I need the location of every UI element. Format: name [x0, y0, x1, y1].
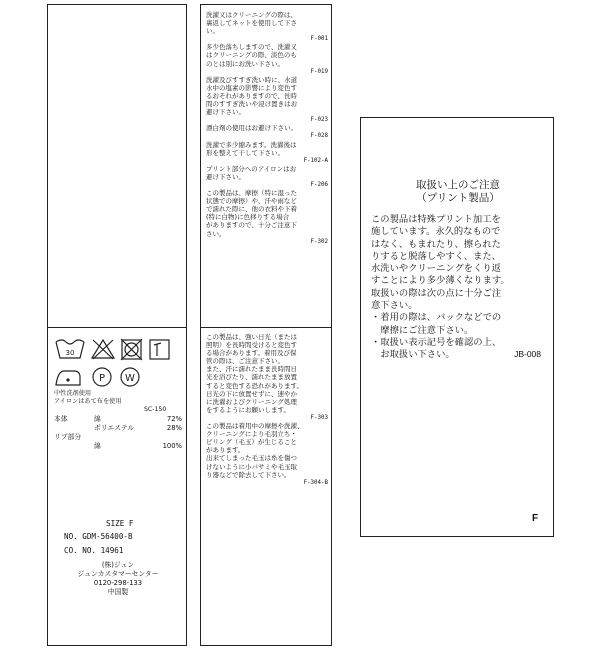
instructions-bottom-section [206, 333, 328, 487]
instruction-block [206, 76, 328, 125]
caution-line: 取扱いの際は次の点に十分ご注 [371, 287, 502, 299]
svg-text:P: P [98, 373, 106, 384]
instruction-line: 出来てしまった毛玉は糸を傷つ [206, 454, 297, 463]
instruction-block [206, 165, 328, 189]
instruction-line: 洗濯又はクリーニングの際は、 [206, 11, 297, 19]
instruction-line: 漂白剤の使用はお避け下さい。 [206, 124, 297, 133]
care-code: SC-150 [144, 406, 167, 413]
country-of-origin: 中国製 [107, 588, 129, 596]
composition-row: 本体 綿 72% [54, 415, 182, 423]
caution-line: 意下さい。 [371, 300, 418, 312]
instruction-line: クリーニングにより毛羽立ち・ [206, 430, 297, 439]
instruction-line: この製品は、摩擦（特に湿った [206, 189, 297, 198]
no-bleach-icon [92, 340, 114, 359]
instruction-code: F-019 [310, 68, 328, 75]
instruction-code: F-303 [310, 414, 328, 421]
caution-line: はなく、もまれたり、擦られた [371, 238, 501, 250]
dry-clean-p-icon [93, 368, 111, 386]
care-symbols-row-1 [54, 336, 182, 366]
caution-line: お取扱い下さい。 [371, 349, 455, 361]
wet-clean-w-icon [121, 368, 139, 386]
label-divider [48, 327, 186, 328]
instruction-block [206, 124, 328, 140]
care-note-detergent: 中性洗剤使用 [54, 390, 92, 397]
composition-row: リブ部分 [54, 433, 82, 441]
phone-number: 0120-298-133 [93, 579, 143, 587]
instruction-line: 日光の下に放置せずに、速やか [206, 389, 297, 398]
instruction-line: るおそれがありますので、長時 [206, 91, 297, 100]
instruction-block [206, 422, 328, 487]
instruction-line: 洗濯で多少縮みます。洗濯後は [206, 140, 297, 149]
caution-line: 摩擦にご注意下さい。 [371, 324, 474, 336]
instruction-block [206, 333, 328, 422]
instruction-line: この製品は、強い日光（または [206, 333, 297, 341]
instruction-code: F-102-A [303, 157, 328, 164]
caution-body [371, 214, 547, 362]
instruction-line: をするようにお願いします。 [206, 405, 290, 414]
caution-title: 取扱い上のご注意 [416, 179, 500, 191]
instruction-code: F-302 [310, 238, 328, 245]
instruction-line: がありますので、十分ご注意下 [206, 221, 297, 230]
instruction-line: 水中の塩素の影響により変色す [206, 83, 297, 92]
instruction-line: けないように小バサミや毛玉取 [206, 462, 297, 471]
instruction-block [206, 11, 328, 43]
caution-line: この製品は特殊プリント加工を [371, 214, 501, 225]
instruction-line: があります。 [206, 446, 245, 455]
care-label-composition [47, 4, 187, 646]
instruction-line: 状態での摩擦）や、汗や雨など [206, 197, 297, 206]
instruction-code: F-304-B [303, 479, 328, 486]
label-divider [201, 327, 331, 328]
iron-low-icon [56, 371, 80, 385]
instruction-line: 洗濯及びすすぎ洗い時に、水道 [206, 75, 298, 84]
instruction-line: プリント部分へのアイロンはお [206, 164, 297, 173]
composition-row: ポリエステル 28% [94, 424, 182, 432]
instruction-block [206, 43, 328, 75]
line-dry-icon [150, 340, 169, 359]
instruction-code: F-206 [310, 181, 328, 188]
care-note-iron: アイロンはあて布を使用 [54, 398, 122, 405]
svg-text:W: W [125, 373, 135, 384]
instruction-line: 間のすすぎ洗いや浸け置きはお [206, 100, 298, 109]
caution-line: ・取扱い表示記号を確認の上、 [371, 336, 502, 348]
caution-code: JB-008 [514, 349, 541, 359]
instruction-line: る場合があります。着用及び保 [206, 349, 297, 358]
caution-subtitle: （プリント製品） [416, 192, 500, 204]
instruction-line: 形を整えて干して下さい。 [206, 148, 284, 157]
product-number: NO. GDM-56400-B [64, 532, 133, 541]
instruction-line: い。 [206, 27, 219, 36]
composition-row: 綿 100% [94, 442, 182, 450]
instructions-top-section [206, 11, 328, 246]
size-mark: F [532, 513, 539, 524]
caution-line: りすると脱落しやすく、また、 [371, 250, 501, 262]
instruction-block [206, 189, 328, 246]
care-symbols-row-2 [54, 365, 182, 391]
instruction-code: F-028 [310, 133, 328, 140]
instruction-line: また、汗に濡れたまま長時間日 [206, 365, 297, 374]
instruction-line: 避け下さい。 [206, 108, 245, 117]
customer-center: ジュンカスタマーセンター [77, 570, 159, 578]
color-number: CO. NO. 14961 [64, 546, 124, 555]
instruction-line: 光を浴びたり、濡れたまま放置 [206, 373, 297, 382]
instruction-line: り器などで除去して下さい。 [206, 470, 291, 479]
caution-line: ・着用の際は、バックなどでの [371, 312, 502, 324]
instruction-line: さい。 [206, 229, 226, 238]
instruction-line: 管の際は、ご注意下さい。 [206, 357, 284, 366]
print-caution-label [360, 117, 554, 537]
wash-30-icon [56, 340, 84, 358]
instruction-line: この製品は着用中の摩擦や洗濯、 [206, 422, 304, 431]
instruction-line: 避け下さい。 [206, 172, 245, 181]
instruction-block [206, 141, 328, 165]
size-text: SIZE F [106, 519, 134, 528]
instruction-line: 照明）を長時間受けると変色す [206, 341, 297, 350]
maker-name: (株)ジュン [101, 561, 135, 569]
instruction-code: F-023 [310, 117, 328, 124]
caution-line: すことにより多少薄くなります。 [371, 275, 510, 287]
instruction-line: 裏返してネットを使用して下さ [206, 19, 297, 28]
instruction-line: はクリーニングの際、淡色のも [206, 51, 297, 60]
instruction-line: のとは別にお洗い下さい。 [206, 59, 284, 68]
caution-line: 施しています。永久的なもので [371, 226, 501, 238]
instruction-line: (特に白物)に色移りする場合 [206, 213, 290, 222]
care-label-instructions [200, 4, 332, 646]
instruction-line: ピリング（毛玉）が生じること [206, 438, 297, 447]
svg-text:30: 30 [65, 349, 75, 357]
instruction-line: に洗濯およびクリーニング処理 [206, 397, 297, 406]
instruction-line: 多少色落ちしますので、洗濯又 [206, 43, 297, 52]
caution-line: 水洗いやクリーニングをくり返 [371, 263, 501, 275]
instruction-line: で濡れた際に、他の衣料や下着 [206, 205, 297, 214]
no-tumble-dry-icon [121, 339, 142, 360]
instruction-line: すると変色する恐れがあります。 [206, 381, 303, 390]
instruction-code: F-001 [310, 36, 328, 43]
